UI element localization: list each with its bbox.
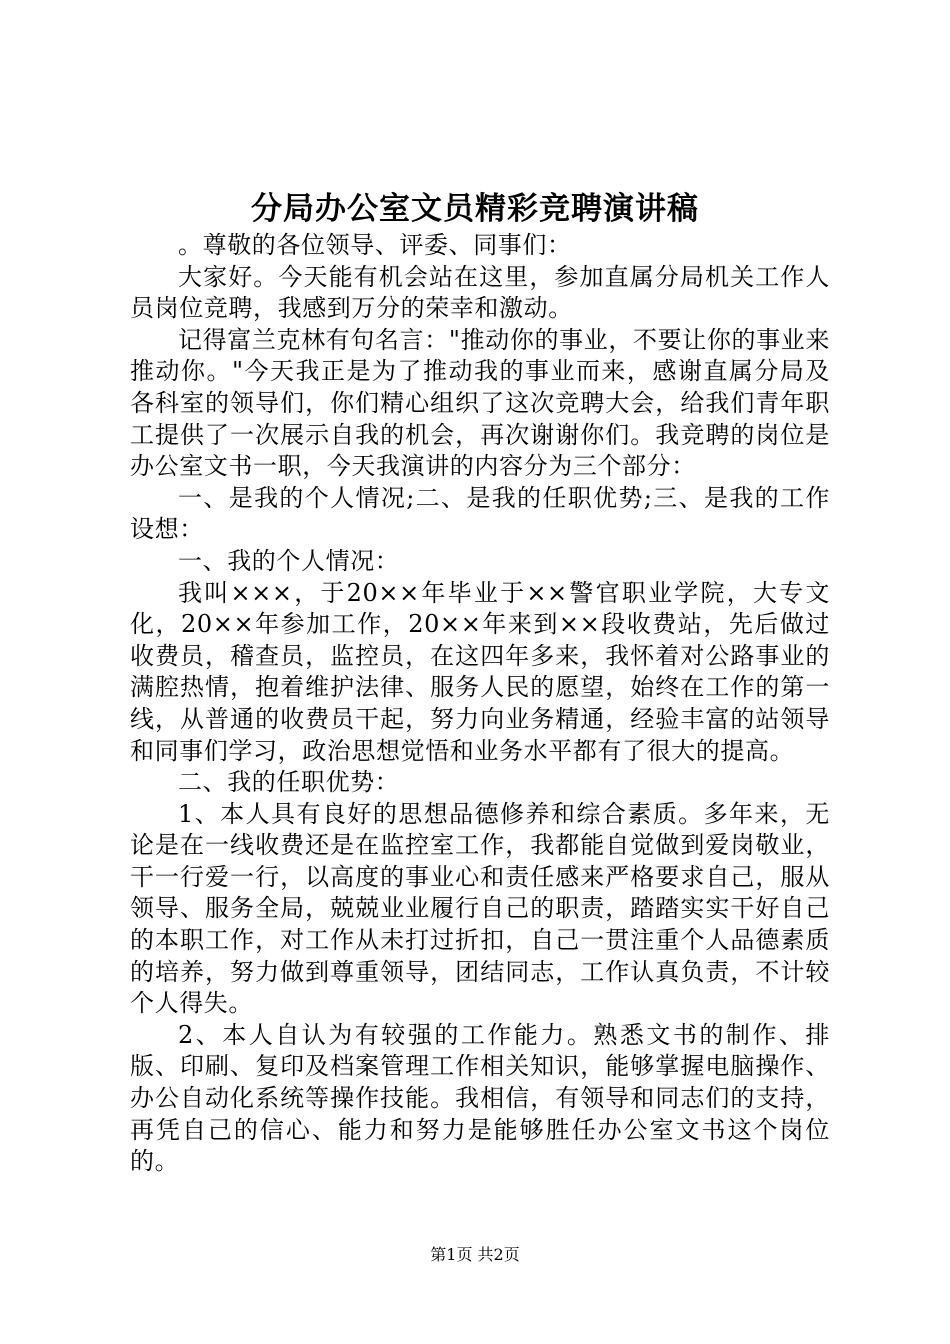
- paragraph-advantage-1: 1、本人具有良好的思想品德修养和综合素质。多年来，无论是在一线收费还是在监控室工作，我都能自觉做到爱岗敬业，干一行爱一行，以高度的事业心和责任感来严格要求自己，服从领导、服务全局，兢兢业业履行自己的职责，踏踏实实干好自己的本职工作，对工作从未打过折扣，自己一贯注重个人品德素质的培养，努力做到尊重领导，团结同志，工作认真负责，不计较个人得失。: [130, 799, 830, 1018]
- paragraph-personal: 我叫×××，于20××年毕业于××警官职业学院，大专文化，20××年参加工作，20××年来到××段收费站，先后做过收费员，稽查员，监控员，在这四年多来，我怀着对公路事业的满腔热情，抱着维护法律、服务人民的愿望，始终在工作的第一线，从普通的收费员干起，努力向业务精通，经验丰富的站领导和同事们学习，政治思想觉悟和业务水平都有了很大的提高。: [130, 578, 830, 765]
- paragraph-opening: 大家好。今天能有机会站在这里，参加直属分局机关工作人员岗位竞聘，我感到万分的荣幸和激动。: [130, 262, 830, 323]
- paragraph-advantage-2: 2、本人自认为有较强的工作能力。熟悉文书的制作、排版、印刷、复印及档案管理工作相关知识，能够掌握电脑操作、办公自动化系统等操作技能。我相信，有领导和同志们的支持，再凭自己的信心、能力和努力是能够胜任办公室文书这个岗位的。: [130, 1020, 830, 1176]
- paragraph-quote: 记得富兰克林有句名言："推动你的事业，不要让你的事业来推动你。"今天我正是为了推动我的事业而来，感谢直属分局及各科室的领导们，你们精心组织了这次竞聘大会，给我们青年职工提供了一次展示自我的机会，再次谢谢你们。我竞聘的岗位是办公室文书一职，今天我演讲的内容分为三个部分：: [130, 325, 830, 481]
- section-heading-personal: 一、我的个人情况：: [178, 546, 400, 575]
- document-body: [130, 230, 830, 1178]
- paragraph-greeting: 。尊敬的各位领导、评委、同事们：: [178, 231, 572, 259]
- document-title: 分局办公室文员精彩竞聘演讲稿: [251, 191, 699, 227]
- section-heading-advantages: 二、我的任职优势：: [178, 768, 400, 797]
- paragraph-outline: 一、是我的个人情况;二、是我的任职优势;三、是我的工作设想：: [130, 483, 830, 544]
- page-number-footer: 第1页 共2页: [430, 1245, 520, 1264]
